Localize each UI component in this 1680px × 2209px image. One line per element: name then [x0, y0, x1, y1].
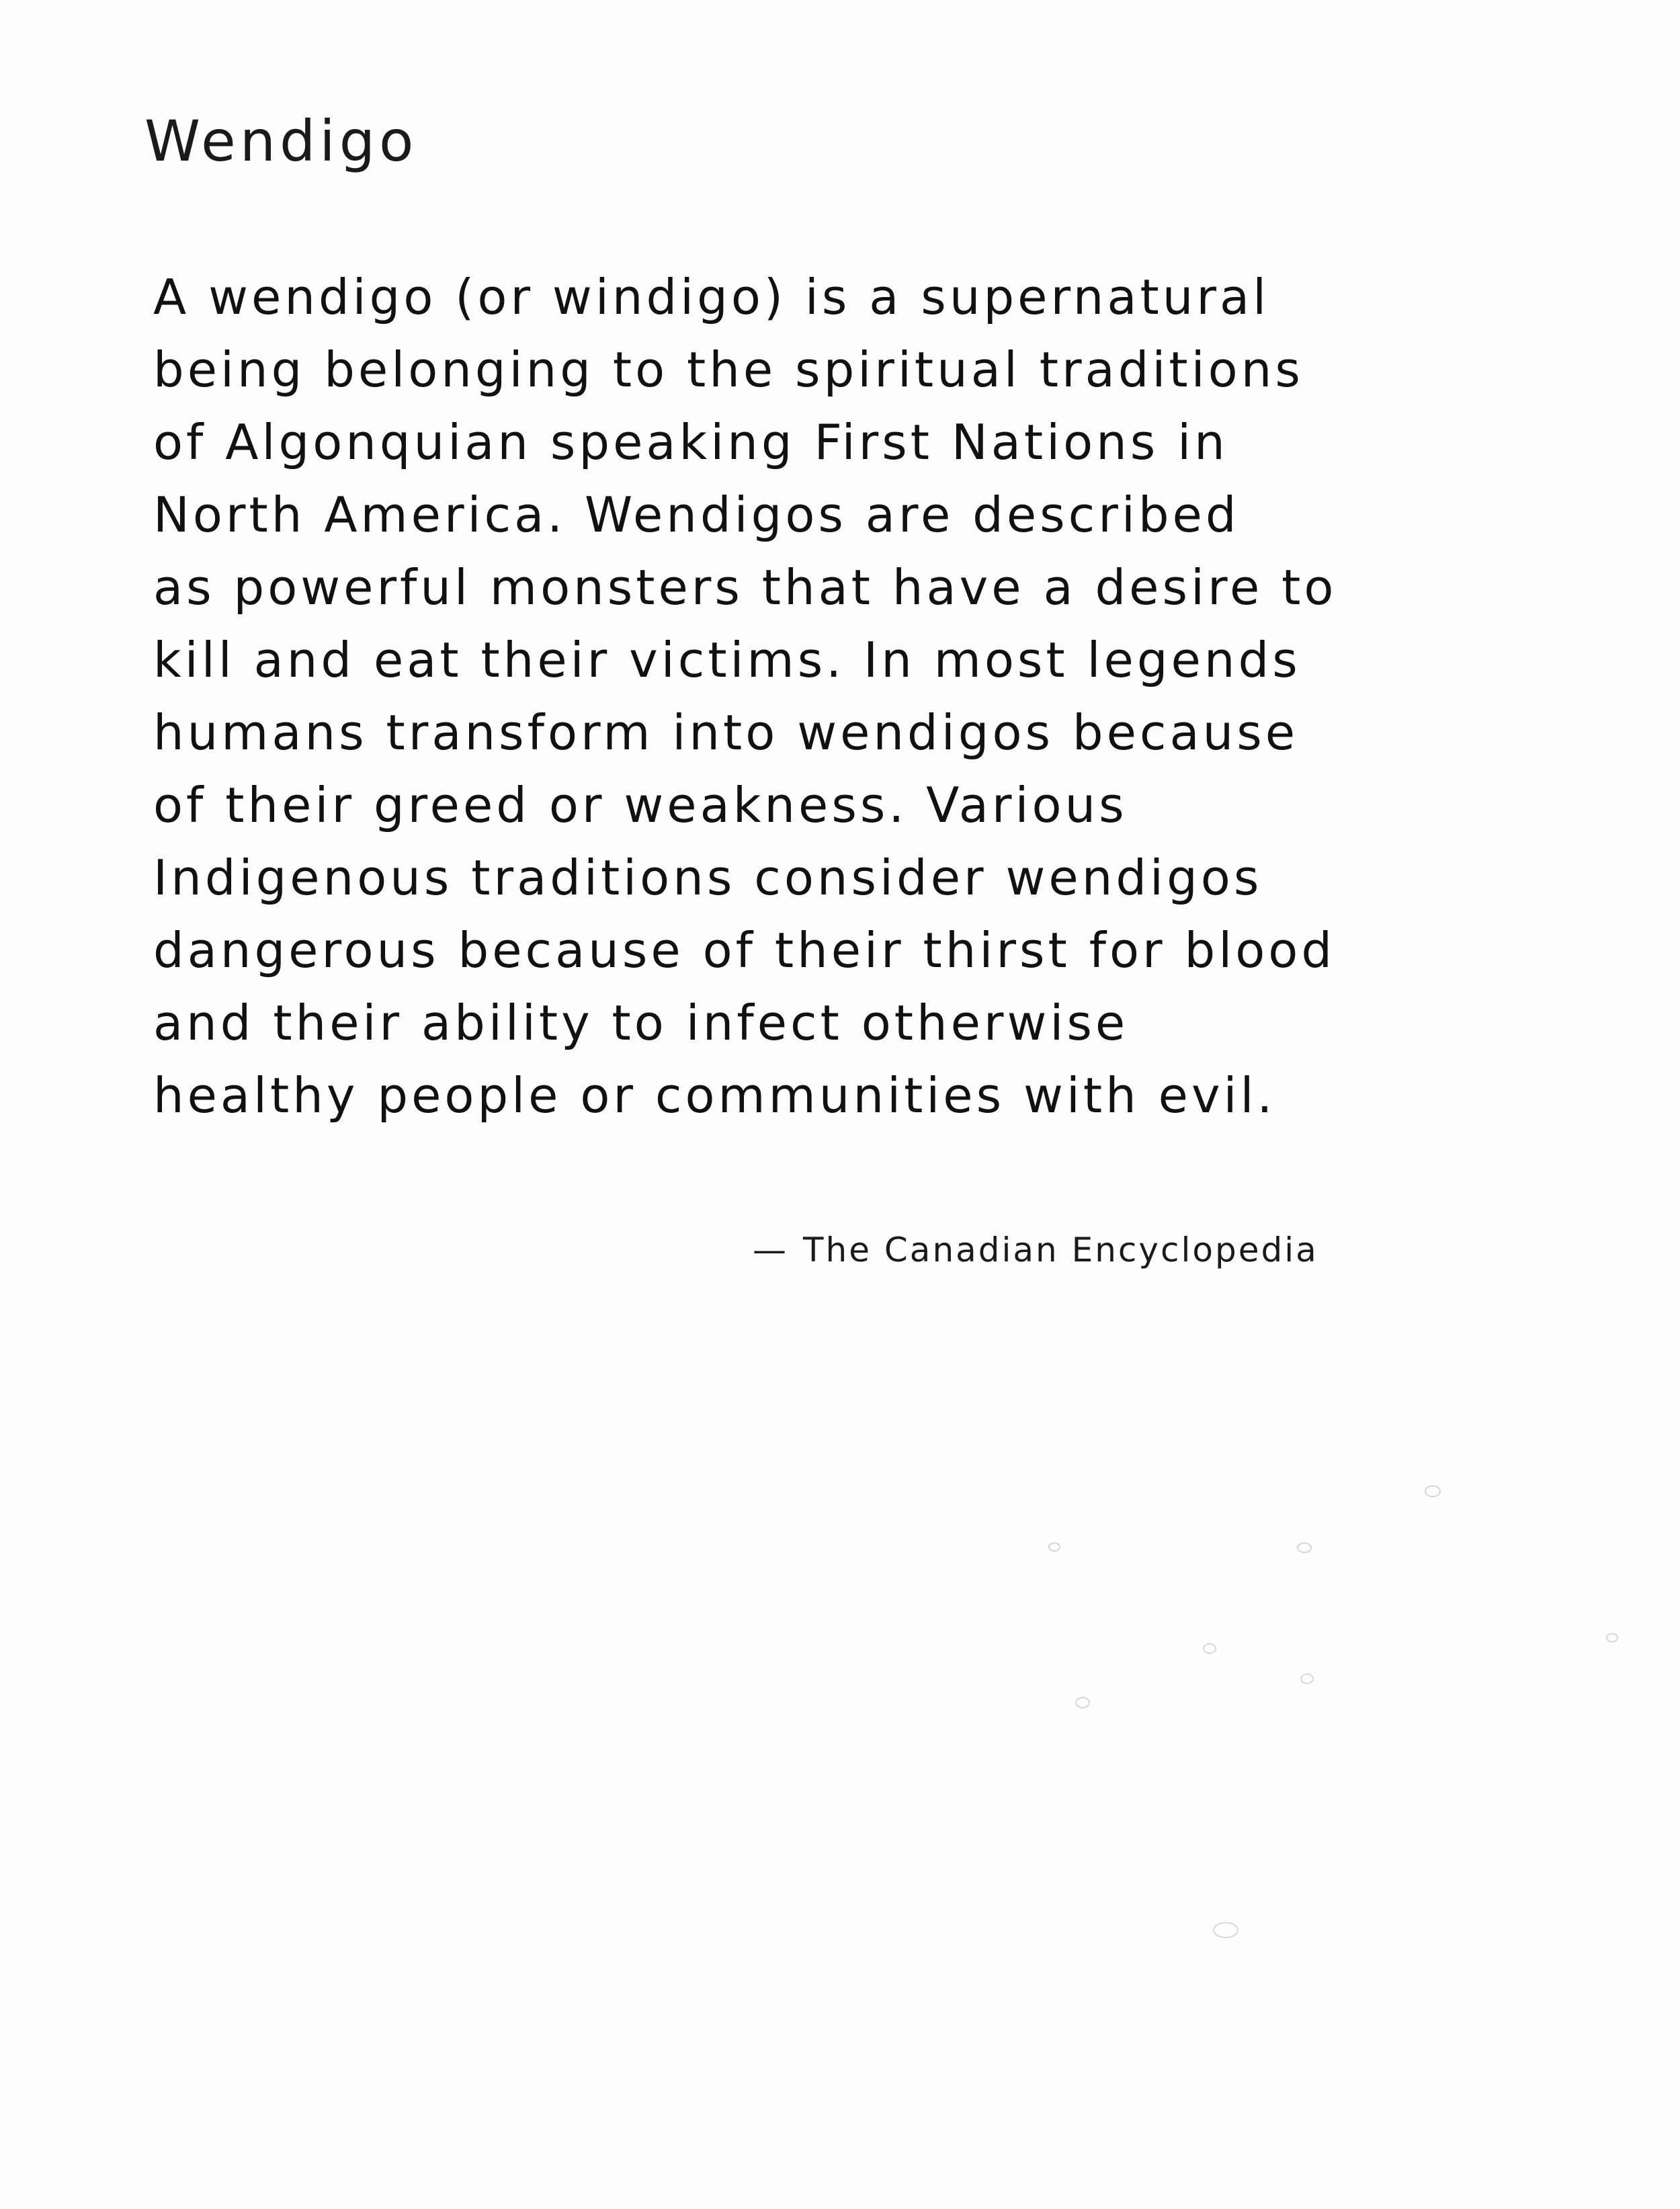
body-line: Indigenous traditions consider wendigos [153, 849, 1263, 906]
body-paragraph [153, 261, 1531, 1132]
paper-speck [1203, 1643, 1216, 1654]
paper-speck [1297, 1542, 1312, 1553]
paper-speck [1048, 1542, 1060, 1552]
page-title: Wendigo [144, 108, 418, 174]
body-line: healthy people or communities with evil. [153, 1067, 1276, 1124]
paper-speck [1213, 1922, 1238, 1938]
attribution-dash: — [753, 1231, 788, 1269]
paper-speck [1075, 1697, 1090, 1708]
paper-speck [1300, 1673, 1314, 1684]
attribution [753, 1233, 1318, 1267]
paper-speck [1606, 1633, 1618, 1642]
body-line: being belonging to the spiritual traditions [153, 341, 1304, 398]
body-line: North America. Wendigos are described [153, 487, 1240, 543]
body-line: of Algonquian speaking First Nations in [153, 414, 1228, 470]
body-line: of their greed or weakness. Various [153, 777, 1128, 833]
attribution-source: The Canadian Encyclopedia [803, 1231, 1318, 1269]
body-line: dangerous because of their thirst for blood [153, 922, 1336, 978]
body-line: A wendigo (or windigo) is a supernatural [153, 269, 1270, 325]
body-line: kill and eat their victims. In most legends [153, 632, 1301, 688]
paper-speck [1425, 1485, 1441, 1497]
body-line: humans transform into wendigos because [153, 704, 1299, 761]
body-line: as powerful monsters that have a desire to [153, 559, 1337, 616]
body-line: and their ability to infect otherwise [153, 995, 1129, 1051]
